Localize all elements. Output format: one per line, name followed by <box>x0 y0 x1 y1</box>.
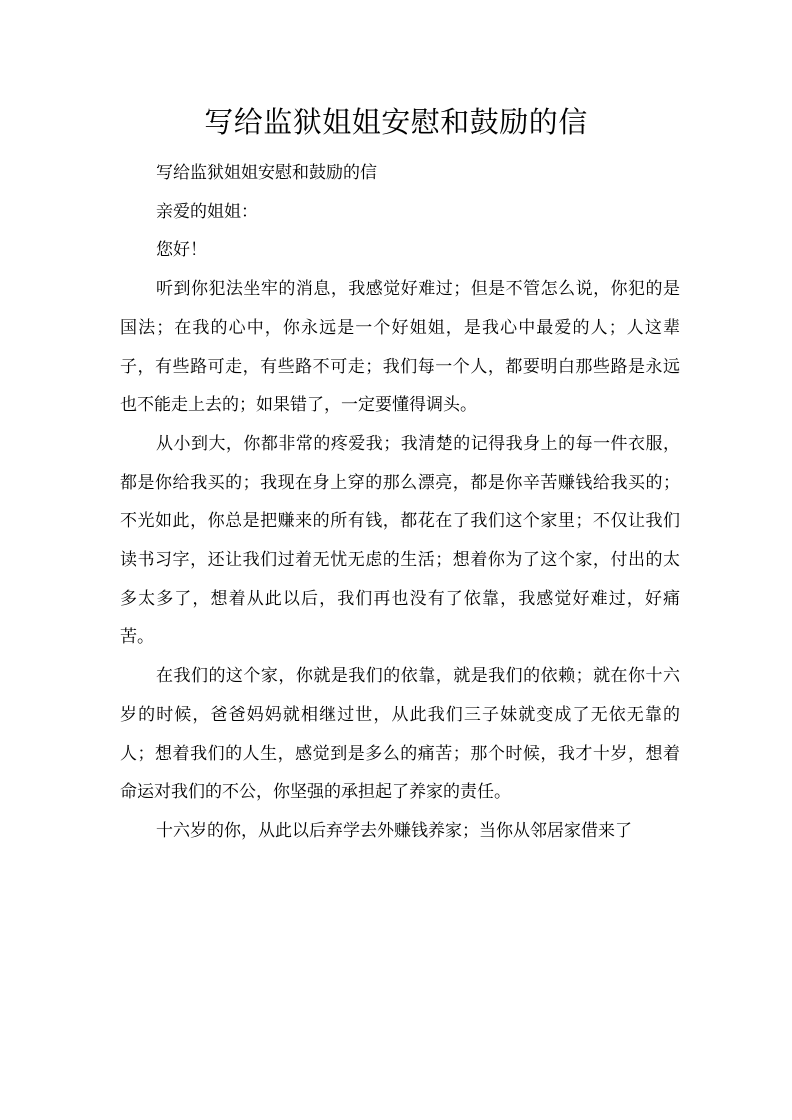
paragraph-salutation: 亲爱的姐姐： <box>156 201 258 222</box>
paragraph-subtitle: 写给监狱姐姐安慰和鼓励的信 <box>156 163 377 183</box>
paragraph-body-4: 十六岁的你，从此以后弃学去外赚钱养家；当你从邻居家借来了 <box>156 820 632 841</box>
document-title: 写给监狱姐姐安慰和鼓励的信 <box>204 105 588 139</box>
paragraph-greeting: 您好！ <box>156 240 207 261</box>
paragraph-body-2: 从小到大，你都非常的疼爱我；我清楚的记得我身上的每一件衣服，都是你给我买的；我现在身上穿的那么漂亮，都是你辛苦赚钱给我买的；不光如此，你总是把赚来的所有钱，都花在了我们这个家里；不仅让我们读书习字，还让我们过着无忧无虑的生活；想着你为了这个家，付出的太多太多了，想着从此以后，我们再也没有了依靠，我感觉好难过，好痛苦。 <box>120 433 680 648</box>
paragraph-body-3: 在我们的这个家，你就是我们的依靠，就是我们的依赖；就在你十六岁的时候，爸爸妈妈就相继过世，从此我们三子妹就变成了无依无靠的人；想着我们的人生，感觉到是多么的痛苦；那个时候，我才十岁，想着命运对我们的不公，你坚强的承担起了养家的责任。 <box>120 666 680 803</box>
paragraph-body-1: 听到你犯法坐牢的消息，我感觉好难过；但是不管怎么说，你犯的是国法；在我的心中，你永远是一个好姐姐，是我心中最爱的人；人这辈子，有些路可走，有些路不可走；我们每一个人，都要明白那些路是永远也不能走上去的；如果错了，一定要懂得调头。 <box>120 279 680 416</box>
document-body <box>120 154 680 851</box>
